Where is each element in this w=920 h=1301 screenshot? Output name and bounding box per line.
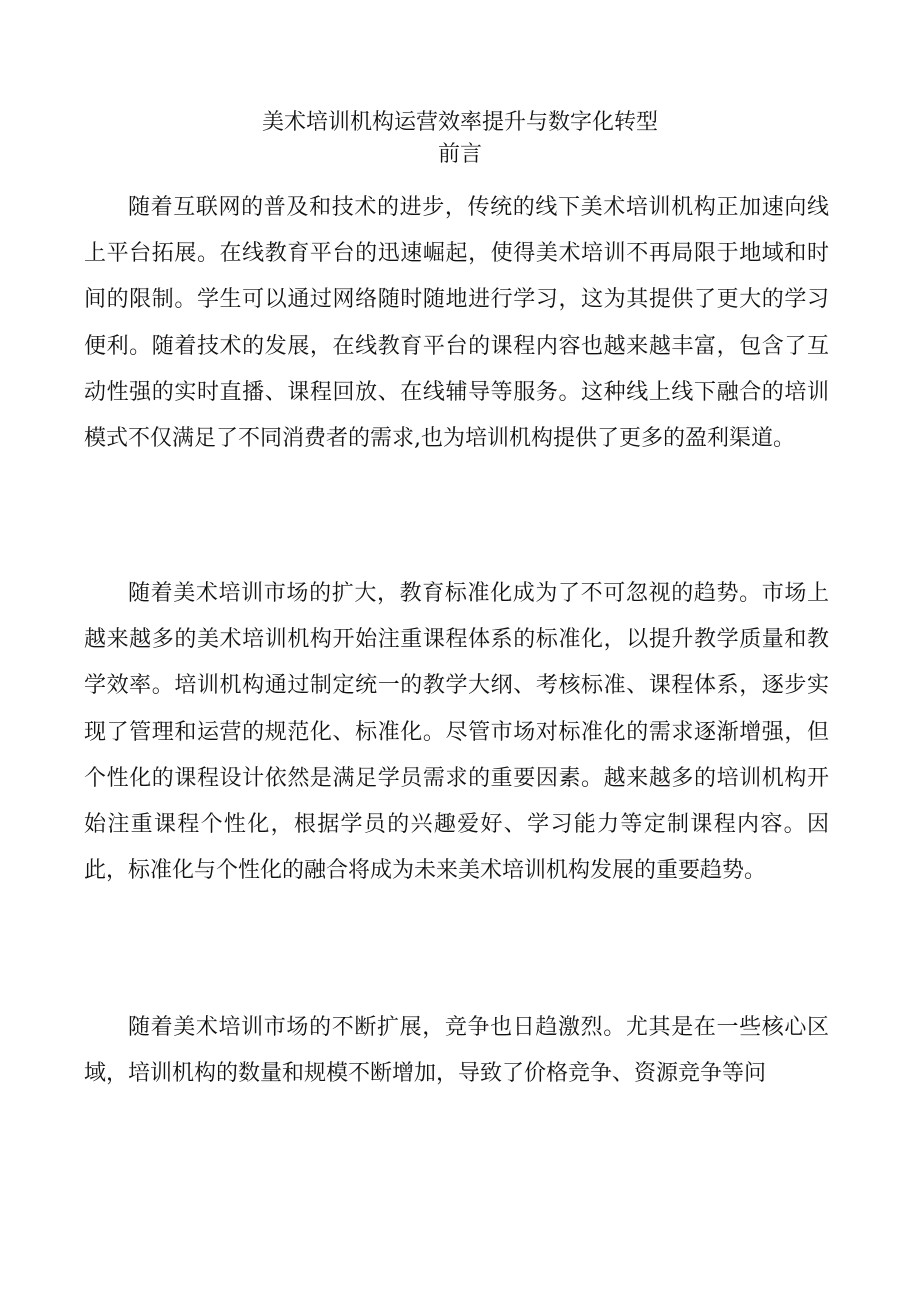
paragraph: 随着美术培训市场的扩大，教育标准化成为了不可忽视的趋势。市场上越来越多的美术培训机构开始注重课程体系的标准化，以提升教学质量和教学效率。培训机构通过制定统一的教学大纲、考核标准、课程体系，逐步实现了管理和运营的规范化、标准化。尽管市场对标准化的需求逐渐增强，但个性化的课程设计依然是满足学员需求的重要因素。越来越多的培训机构开始注重课程个性化，根据学员的兴趣爱好、学习能力等定制课程内容。因此，标准化与个性化的融合将成为未来美术培训机构发展的重要趋势。 bbox=[84, 581, 829, 884]
section-heading: 前言 bbox=[437, 142, 482, 167]
document-title: 美术培训机构运营效率提升与数字化转型 bbox=[261, 110, 658, 135]
paragraph: 随着互联网的普及和技术的进步，传统的线下美术培训机构正加速向线上平台拓展。在线教育平台的迅速崛起，使得美术培训不再局限于地域和时间的限制。学生可以通过网络随时随地进行学习，这为其提供了更大的学习便利。随着技术的发展，在线教育平台的课程内容也越来越丰富，包含了互动性强的实时直播、课程回放、在线辅导等服务。这种线上线下融合的培训模式不仅满足了不同消费者的需求,也为培训机构提供了更多的盈利渠道。 bbox=[84, 195, 829, 452]
paragraph: 随着美术培训市场的不断扩展，竞争也日趋激烈。尤其是在一些核心区域，培训机构的数量和规模不断增加，导致了价格竞争、资源竞争等问 bbox=[84, 1015, 829, 1087]
